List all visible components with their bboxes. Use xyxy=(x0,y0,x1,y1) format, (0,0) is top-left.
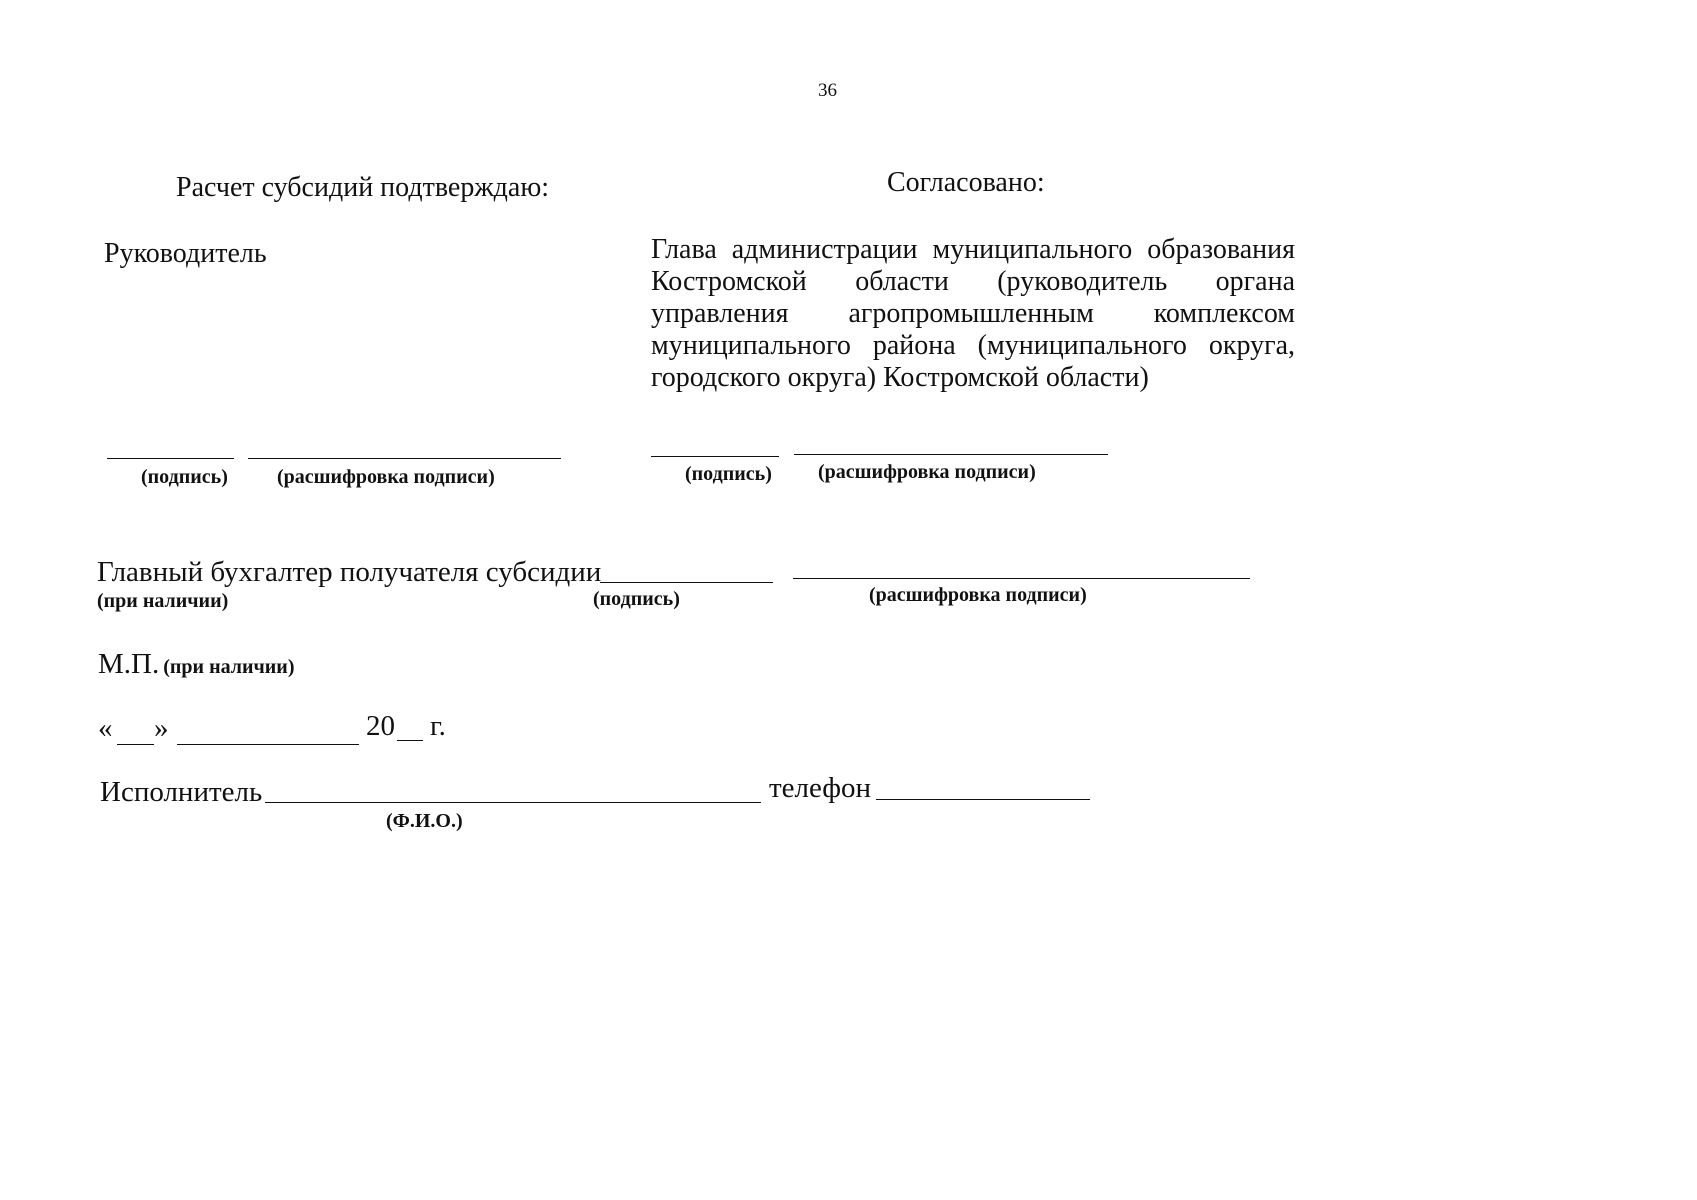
executor-fio-line xyxy=(265,802,761,803)
head-signature-line xyxy=(107,458,234,459)
admin-signature-caption: (подпись) xyxy=(685,463,772,485)
head-decryption-line xyxy=(248,458,561,459)
stamp-note: (при наличии) xyxy=(163,656,295,678)
admin-decryption-line xyxy=(794,454,1108,455)
stamp-place xyxy=(98,648,295,681)
page-number: 36 xyxy=(818,80,837,101)
admin-decryption-caption: (расшифровка подписи) xyxy=(818,461,1036,483)
administration-head-title: Глава администрации муниципального образования Костромской области (руководитель органа управления агропромышленным комплексом муниципального района (муниципального округа, городского округа) Костромской области) xyxy=(651,234,1295,393)
head-title: Руководитель xyxy=(104,238,267,269)
head-signature-caption: (подпись) xyxy=(141,466,228,488)
accountant-signature-caption: (подпись) xyxy=(593,588,680,610)
executor-label: Исполнитель xyxy=(100,776,263,808)
executor-fio-caption: (Ф.И.О.) xyxy=(386,810,463,832)
date-open-quote: « xyxy=(98,712,113,744)
confirmation-heading: Расчет субсидий подтверждаю: xyxy=(176,172,550,203)
accountant-note: (при наличии) xyxy=(97,590,229,612)
accountant-decryption-line xyxy=(793,578,1250,579)
date-close-quote: » xyxy=(154,712,169,744)
date-year-prefix: 20 xyxy=(366,710,395,742)
chief-accountant-label: Главный бухгалтер получателя субсидии xyxy=(97,556,602,588)
head-decryption-caption: (расшифровка подписи) xyxy=(277,466,495,488)
date-day-line xyxy=(117,744,154,745)
accountant-signature-line xyxy=(600,582,773,583)
phone-label: телефон xyxy=(769,772,872,804)
accountant-decryption-caption: (расшифровка подписи) xyxy=(869,584,1087,606)
phone-line xyxy=(876,799,1090,800)
date-year-line xyxy=(397,740,423,741)
approval-heading: Согласовано: xyxy=(887,167,1045,198)
admin-signature-line xyxy=(651,456,779,457)
date-year-suffix: г. xyxy=(430,710,446,742)
date-month-line xyxy=(177,744,359,745)
stamp-label: М.П. xyxy=(98,648,160,680)
